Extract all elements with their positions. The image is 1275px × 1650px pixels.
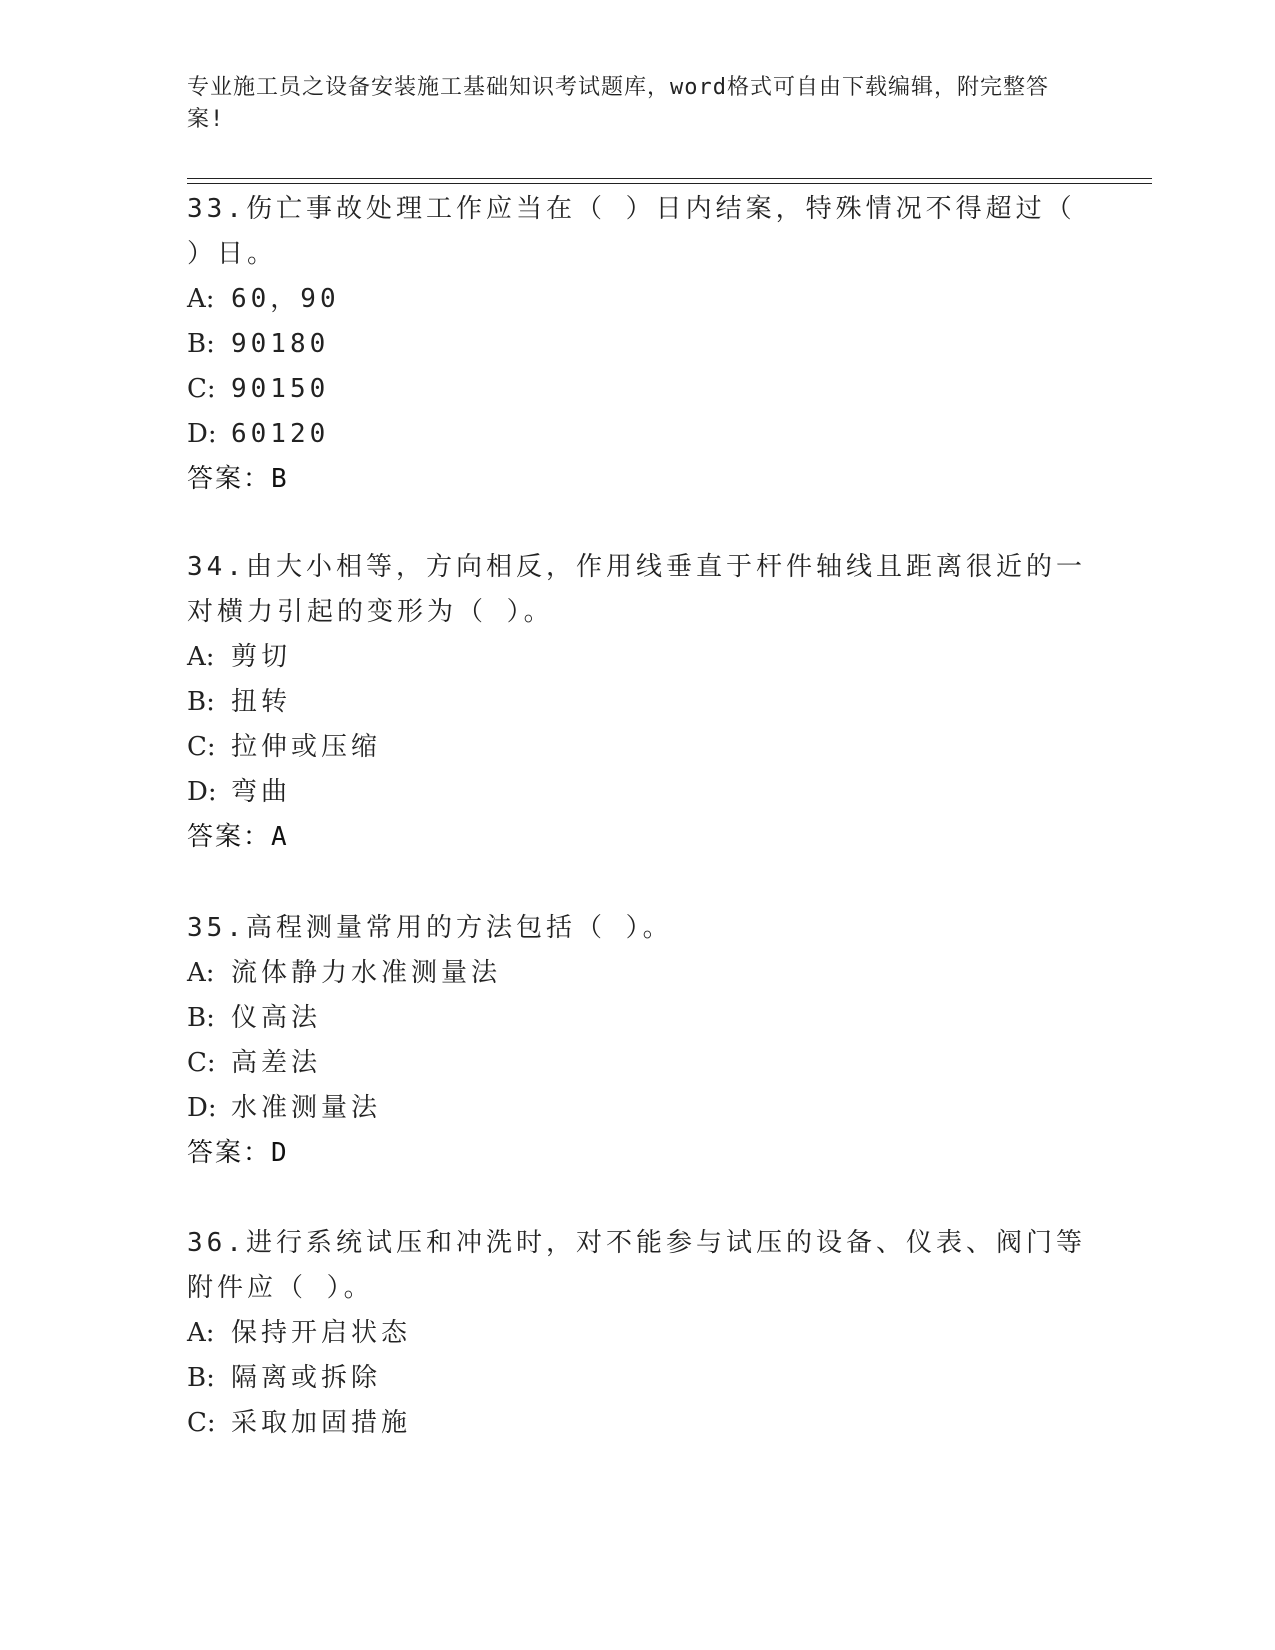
option-text: 60，90 [231,284,340,314]
option-text: 90180 [231,329,330,359]
option-letter: C: [187,1408,216,1438]
option-text: 90150 [231,374,330,404]
document-header-title: 专业施工员之设备安装施工基础知识考试题库，word格式可自由下载编辑，附完整答案! [187,75,1049,132]
option-letter: B: [187,329,215,359]
option-text: 水准测量法 [231,1093,382,1123]
answer-label: 答案： [187,464,272,494]
question-34 [187,545,1087,860]
option-text: 60120 [231,419,330,449]
answer-value: D [271,1138,287,1168]
option-letter: C: [187,374,216,404]
option-a [187,635,1087,680]
option-letter: B: [187,687,215,717]
answer-value: B [271,464,287,494]
option-a [187,277,1087,322]
option-c [187,1041,1087,1086]
option-letter: C: [187,732,216,762]
option-text: 弯曲 [231,777,292,807]
question-stem: 33.伤亡事故处理工作应当在（ ）日内结案，特殊情况不得超过（ ）日。 [187,194,1076,269]
option-c [187,367,1087,412]
option-text: 扭转 [231,687,292,717]
option-letter: A: [187,642,215,672]
option-text: 仪高法 [231,1003,322,1033]
option-letter: C: [187,1048,216,1078]
option-letter: D: [187,777,217,807]
question-stem: 35.高程测量常用的方法包括（ ）。 [187,913,673,943]
option-b [187,1356,1087,1401]
question-stem: 34.由大小相等，方向相反，作用线垂直于杆件轴线且距离很近的一对横力引起的变形为（ ）。 [187,552,1086,627]
question-33 [187,187,1087,502]
option-letter: B: [187,1363,215,1393]
option-letter: B: [187,1003,215,1033]
option-d [187,770,1087,815]
option-text: 高差法 [231,1048,322,1078]
option-letter: A: [187,284,215,314]
option-a [187,951,1087,996]
option-text: 拉伸或压缩 [231,732,382,762]
answer-value: A [271,822,287,852]
option-b [187,996,1087,1041]
option-text: 流体静力水准测量法 [231,958,502,988]
header-divider-bottom [187,183,1152,184]
header-divider-top [187,178,1152,179]
question-stem: 36.进行系统试压和冲洗时，对不能参与试压的设备、仪表、阀门等附件应（ ）。 [187,1228,1086,1303]
option-b [187,322,1087,367]
option-d [187,412,1087,457]
option-letter: A: [187,1318,215,1348]
option-letter: D: [187,419,217,449]
answer-line [187,457,1087,502]
answer-label: 答案： [187,1138,272,1168]
option-text: 剪切 [231,642,292,672]
answer-line [187,1131,1087,1176]
option-a [187,1311,1087,1356]
answer-label: 答案： [187,822,272,852]
option-text: 采取加固措施 [231,1408,412,1438]
option-text: 保持开启状态 [231,1318,412,1348]
question-36 [187,1221,1087,1446]
option-c [187,725,1087,770]
question-35 [187,906,1087,1176]
answer-line [187,815,1087,860]
option-c [187,1401,1087,1446]
option-d [187,1086,1087,1131]
option-b [187,680,1087,725]
option-letter: D: [187,1093,217,1123]
option-letter: A: [187,958,215,988]
option-text: 隔离或拆除 [231,1363,382,1393]
